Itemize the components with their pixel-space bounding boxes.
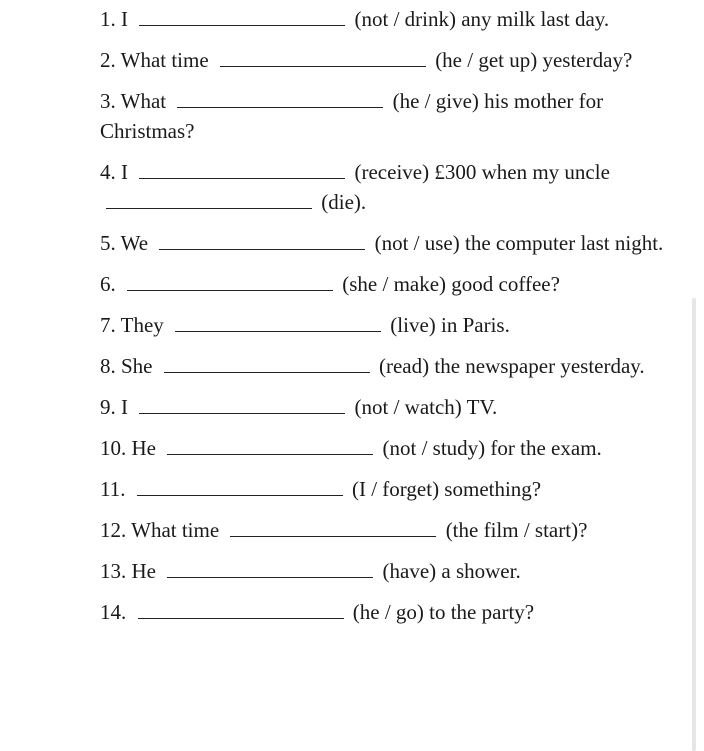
answer-blank[interactable] (164, 352, 370, 373)
exercise-text-after: (not / watch) TV. (354, 395, 498, 419)
answer-blank[interactable] (177, 87, 383, 108)
exercise-number: 8. (100, 354, 116, 378)
exercise-text-after: (he / go) to the party? (352, 600, 535, 624)
exercise-2 (100, 45, 670, 75)
exercise-text-after: (live) in Paris. (390, 313, 510, 337)
exercise-text-after: (not / drink) any milk last day. (354, 7, 610, 31)
exercise-text-before: They (120, 313, 164, 337)
worksheet (100, 4, 670, 638)
exercise-9 (100, 392, 670, 422)
exercise-text-before: What time (120, 48, 209, 72)
exercise-text-before: What time (131, 518, 220, 542)
exercise-text-after: (not / use) the computer last night. (374, 231, 664, 255)
exercise-text-after: (he / get up) yesterday? (435, 48, 633, 72)
exercise-11 (100, 474, 670, 504)
exercise-text-after: (he / give) his mother for Christmas? (100, 89, 604, 143)
answer-blank[interactable] (175, 311, 381, 332)
exercise-text-before: I (121, 7, 128, 31)
answer-blank[interactable] (139, 158, 345, 179)
exercise-text-after: (I / forget) something? (351, 477, 542, 501)
answer-blank[interactable] (137, 475, 343, 496)
exercise-number: 6. (100, 272, 116, 296)
answer-blank[interactable] (139, 5, 345, 26)
answer-blank[interactable] (139, 393, 345, 414)
exercise-text-before: I (121, 395, 128, 419)
exercise-10 (100, 433, 670, 463)
answer-blank[interactable] (106, 188, 312, 209)
exercise-text-after: (die). (321, 190, 367, 214)
exercise-number: 4. (100, 160, 116, 184)
exercise-text-before: I (121, 160, 128, 184)
answer-blank[interactable] (159, 229, 365, 250)
answer-blank[interactable] (167, 557, 373, 578)
exercise-text-before: He (131, 436, 156, 460)
exercise-text-before: He (131, 559, 156, 583)
exercise-14 (100, 597, 670, 627)
exercise-1 (100, 4, 670, 34)
exercise-8 (100, 351, 670, 381)
exercise-13 (100, 556, 670, 586)
exercise-text-after: (read) the newspaper yesterday. (379, 354, 645, 378)
exercise-text-before: She (121, 354, 153, 378)
exercise-text-after: (not / study) for the exam. (382, 436, 602, 460)
exercise-number: 10. (100, 436, 127, 460)
exercise-number: 11. (100, 477, 126, 501)
exercise-number: 9. (100, 395, 116, 419)
answer-blank[interactable] (230, 516, 436, 537)
exercise-text-middle: (receive) £300 when my uncle (354, 160, 610, 184)
exercise-number: 13. (100, 559, 127, 583)
exercise-4 (100, 157, 670, 217)
exercise-number: 7. (100, 313, 116, 337)
exercise-number: 5. (100, 231, 116, 255)
vertical-scrollbar[interactable] (692, 298, 696, 751)
exercise-12 (100, 515, 670, 545)
answer-blank[interactable] (220, 46, 426, 67)
exercise-number: 12. (100, 518, 127, 542)
exercise-number: 2. (100, 48, 116, 72)
exercise-text-before: What (120, 89, 167, 113)
exercise-number: 14. (100, 600, 127, 624)
exercise-number: 3. (100, 89, 116, 113)
exercise-7 (100, 310, 670, 340)
answer-blank[interactable] (167, 434, 373, 455)
exercise-text-after: (have) a shower. (382, 559, 521, 583)
exercise-text-after: (she / make) good coffee? (342, 272, 560, 296)
answer-blank[interactable] (127, 270, 333, 291)
exercise-text-before: We (120, 231, 149, 255)
answer-blank[interactable] (138, 598, 344, 619)
exercise-number: 1. (100, 7, 116, 31)
exercise-6 (100, 269, 670, 299)
exercise-3 (100, 86, 670, 146)
exercise-5 (100, 228, 670, 258)
exercise-text-after: (the film / start)? (445, 518, 588, 542)
